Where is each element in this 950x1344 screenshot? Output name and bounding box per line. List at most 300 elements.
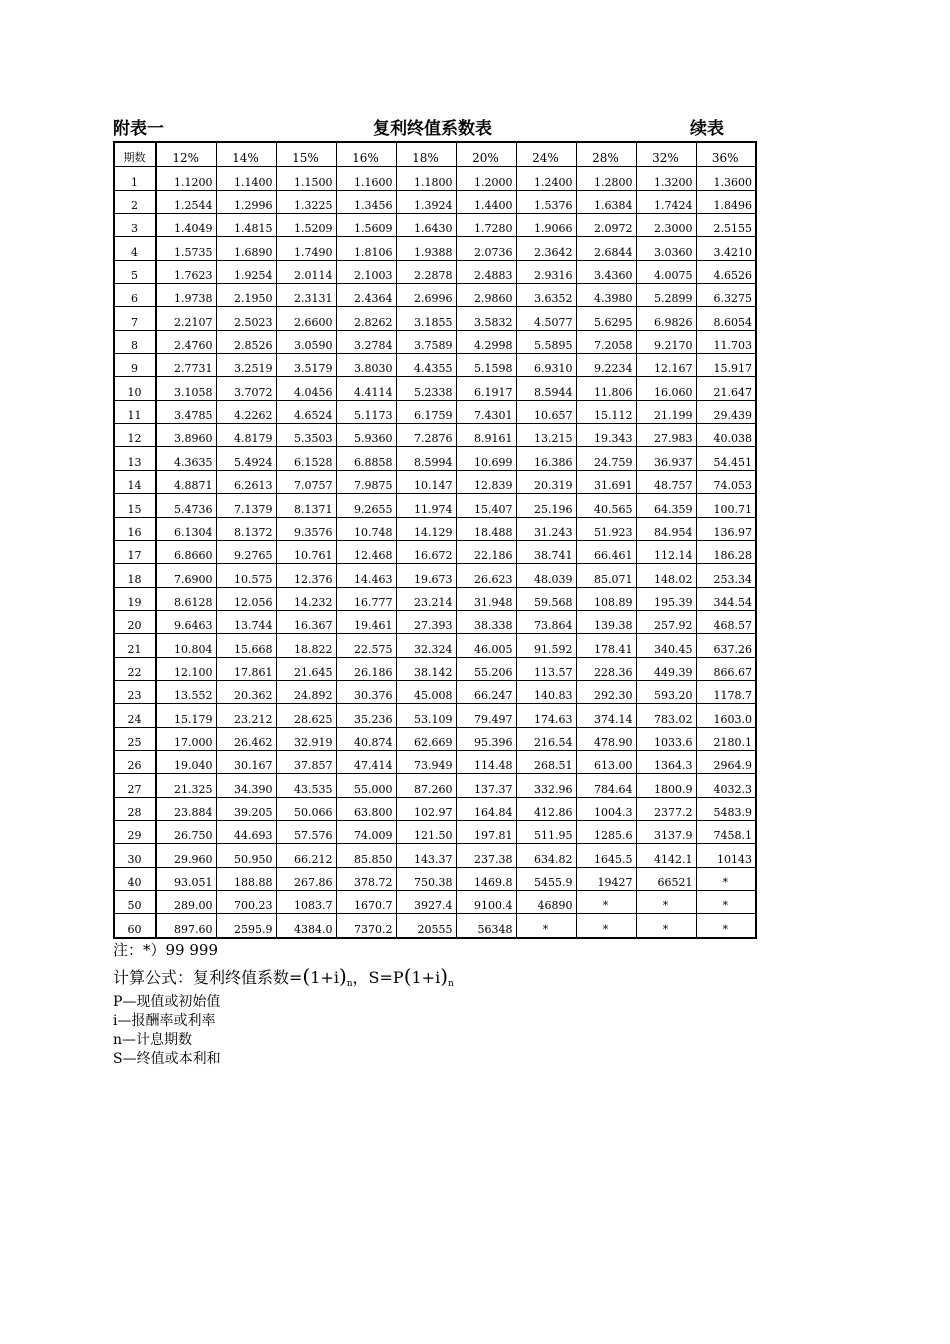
factor-cell: 9.2655 xyxy=(336,494,396,517)
period-cell: 15 xyxy=(114,494,156,517)
period-cell: 16 xyxy=(114,517,156,540)
factor-cell: 66521 xyxy=(636,867,696,890)
rate-header: 18% xyxy=(396,142,456,167)
factor-cell: 47.414 xyxy=(336,750,396,773)
rate-header: 16% xyxy=(336,142,396,167)
footnote-star: 注：*）99 999 xyxy=(113,941,218,959)
factor-cell: 289.00 xyxy=(156,891,216,914)
factor-cell: 3.7072 xyxy=(216,377,276,400)
factor-cell: * xyxy=(696,914,756,938)
paren-open: ( xyxy=(302,964,311,988)
factor-cell: 5.4736 xyxy=(156,494,216,517)
period-cell: 17 xyxy=(114,540,156,563)
factor-cell: * xyxy=(576,914,636,938)
factor-cell: 16.060 xyxy=(636,377,696,400)
factor-cell: 74.009 xyxy=(336,820,396,843)
factor-cell: 40.038 xyxy=(696,424,756,447)
factor-cell: 73.864 xyxy=(516,610,576,633)
table-row xyxy=(114,214,756,237)
table-row xyxy=(114,844,756,867)
factor-cell: 784.64 xyxy=(576,774,636,797)
factor-cell: 2.2107 xyxy=(156,307,216,330)
factor-cell: 6.2613 xyxy=(216,470,276,493)
factor-cell: 1.8106 xyxy=(336,237,396,260)
factor-cell: 2.3131 xyxy=(276,284,336,307)
factor-cell: 13.215 xyxy=(516,424,576,447)
period-cell: 28 xyxy=(114,797,156,820)
factor-cell: 2.0972 xyxy=(576,214,636,237)
period-cell: 1 xyxy=(114,167,156,190)
factor-cell: 1.3456 xyxy=(336,190,396,213)
factor-cell: 8.1371 xyxy=(276,494,336,517)
factor-cell: 3.8030 xyxy=(336,354,396,377)
factor-cell: 1670.7 xyxy=(336,891,396,914)
table-row xyxy=(114,307,756,330)
factor-cell: 1364.3 xyxy=(636,750,696,773)
factor-cell: 15.179 xyxy=(156,704,216,727)
factor-cell: 19.461 xyxy=(336,610,396,633)
factor-cell: 257.92 xyxy=(636,610,696,633)
factor-cell: 2.1003 xyxy=(336,260,396,283)
factor-cell: 35.236 xyxy=(336,704,396,727)
factor-cell: 1.1200 xyxy=(156,167,216,190)
factor-cell: 21.325 xyxy=(156,774,216,797)
table-row xyxy=(114,330,756,353)
factor-cell: 216.54 xyxy=(516,727,576,750)
factor-cell: 22.186 xyxy=(456,540,516,563)
factor-cell: 10.699 xyxy=(456,447,516,470)
factor-cell: 38.338 xyxy=(456,610,516,633)
factor-cell: 1.9388 xyxy=(396,237,456,260)
factor-cell: 10.657 xyxy=(516,400,576,423)
factor-cell: 32.919 xyxy=(276,727,336,750)
factor-cell: 17.000 xyxy=(156,727,216,750)
factor-cell: 56348 xyxy=(456,914,516,938)
factor-cell: 15.407 xyxy=(456,494,516,517)
factor-cell: 8.6128 xyxy=(156,587,216,610)
factor-cell: 34.390 xyxy=(216,774,276,797)
factor-cell: 55.206 xyxy=(456,657,516,680)
table-row xyxy=(114,540,756,563)
factor-cell: 1.3600 xyxy=(696,167,756,190)
factor-cell: 8.1372 xyxy=(216,517,276,540)
factor-cell: 108.89 xyxy=(576,587,636,610)
factor-cell: 478.90 xyxy=(576,727,636,750)
factor-cell: 8.5944 xyxy=(516,377,576,400)
factor-cell: 268.51 xyxy=(516,750,576,773)
factor-cell: 27.393 xyxy=(396,610,456,633)
table-row xyxy=(114,891,756,914)
rate-header: 36% xyxy=(696,142,756,167)
table-row xyxy=(114,797,756,820)
factor-cell: * xyxy=(696,891,756,914)
factor-cell: 750.38 xyxy=(396,867,456,890)
factor-cell: 6.1304 xyxy=(156,517,216,540)
factor-cell: 1.5209 xyxy=(276,214,336,237)
factor-cell: 12.167 xyxy=(636,354,696,377)
factor-cell: 1.6430 xyxy=(396,214,456,237)
table-row xyxy=(114,284,756,307)
factor-cell: 38.741 xyxy=(516,540,576,563)
factor-cell: 40.565 xyxy=(576,494,636,517)
factor-cell: 178.41 xyxy=(576,634,636,657)
factor-cell: 113.57 xyxy=(516,657,576,680)
factor-cell: 39.205 xyxy=(216,797,276,820)
factor-cell: 91.592 xyxy=(516,634,576,657)
factor-cell: 2.2878 xyxy=(396,260,456,283)
exponent: n xyxy=(346,979,353,989)
factor-cell: 1.6890 xyxy=(216,237,276,260)
factor-cell: 2377.2 xyxy=(636,797,696,820)
table-row xyxy=(114,470,756,493)
period-cell: 22 xyxy=(114,657,156,680)
factor-cell: 11.703 xyxy=(696,330,756,353)
factor-cell: 3.7589 xyxy=(396,330,456,353)
period-cell: 10 xyxy=(114,377,156,400)
factor-cell: 412.86 xyxy=(516,797,576,820)
factor-cell: 63.800 xyxy=(336,797,396,820)
factor-cell: 7.9875 xyxy=(336,470,396,493)
factor-cell: 44.693 xyxy=(216,820,276,843)
legend-n: n—计息期数 xyxy=(113,1032,193,1048)
factor-cell: 9.2170 xyxy=(636,330,696,353)
rate-header: 28% xyxy=(576,142,636,167)
factor-cell: 16.386 xyxy=(516,447,576,470)
factor-cell: 1.5609 xyxy=(336,214,396,237)
factor-cell: 21.645 xyxy=(276,657,336,680)
paren-close-2: ) xyxy=(440,964,449,988)
factor-cell: 14.129 xyxy=(396,517,456,540)
period-cell: 11 xyxy=(114,400,156,423)
factor-cell: 15.917 xyxy=(696,354,756,377)
factor-cell: 9100.4 xyxy=(456,891,516,914)
factor-cell: 1.2544 xyxy=(156,190,216,213)
factor-cell: 186.28 xyxy=(696,540,756,563)
factor-cell: 1.9066 xyxy=(516,214,576,237)
factor-cell: 866.67 xyxy=(696,657,756,680)
factor-cell: 593.20 xyxy=(636,680,696,703)
factor-cell: 5.9360 xyxy=(336,424,396,447)
factor-cell: 3.1058 xyxy=(156,377,216,400)
factor-cell: 2.1950 xyxy=(216,284,276,307)
factor-cell: 1.2400 xyxy=(516,167,576,190)
factor-cell: 3.1855 xyxy=(396,307,456,330)
factor-cell: 1.5735 xyxy=(156,237,216,260)
factor-cell: 228.36 xyxy=(576,657,636,680)
factor-cell: 6.1759 xyxy=(396,400,456,423)
factor-cell: 2.8526 xyxy=(216,330,276,353)
factor-cell: 3.5179 xyxy=(276,354,336,377)
factor-cell: 23.214 xyxy=(396,587,456,610)
factor-cell: 12.056 xyxy=(216,587,276,610)
factor-cell: 10.804 xyxy=(156,634,216,657)
factor-cell: 21.647 xyxy=(696,377,756,400)
factor-cell: 48.757 xyxy=(636,470,696,493)
factor-cell: 48.039 xyxy=(516,564,576,587)
factor-cell: 31.691 xyxy=(576,470,636,493)
factor-cell: 3.2519 xyxy=(216,354,276,377)
factor-cell: 5.5895 xyxy=(516,330,576,353)
factor-cell: 4.5077 xyxy=(516,307,576,330)
factor-cell: 16.777 xyxy=(336,587,396,610)
table-row xyxy=(114,190,756,213)
table-row xyxy=(114,727,756,750)
factor-cell: 21.199 xyxy=(636,400,696,423)
factor-cell: 3.4785 xyxy=(156,400,216,423)
factor-cell: 16.367 xyxy=(276,610,336,633)
factor-cell: 112.14 xyxy=(636,540,696,563)
factor-cell: 66.461 xyxy=(576,540,636,563)
period-cell: 21 xyxy=(114,634,156,657)
factor-cell: 7.0757 xyxy=(276,470,336,493)
factor-cell: 700.23 xyxy=(216,891,276,914)
factor-cell: 3.8960 xyxy=(156,424,216,447)
factor-cell: 30.167 xyxy=(216,750,276,773)
factor-cell: 1.3200 xyxy=(636,167,696,190)
factor-cell: 9.6463 xyxy=(156,610,216,633)
period-cell: 23 xyxy=(114,680,156,703)
factor-cell: 2.0736 xyxy=(456,237,516,260)
factor-cell: 27.983 xyxy=(636,424,696,447)
factor-cell: 6.9310 xyxy=(516,354,576,377)
factor-cell: 29.960 xyxy=(156,844,216,867)
rate-header: 12% xyxy=(156,142,216,167)
period-cell: 6 xyxy=(114,284,156,307)
factor-cell: 511.95 xyxy=(516,820,576,843)
legend-s: S—终值或本利和 xyxy=(113,1051,221,1067)
factor-cell: 4.6524 xyxy=(276,400,336,423)
factor-cell: 13.552 xyxy=(156,680,216,703)
rate-header: 24% xyxy=(516,142,576,167)
factor-cell: 1469.8 xyxy=(456,867,516,890)
factor-cell: 1800.9 xyxy=(636,774,696,797)
factor-cell: 1285.6 xyxy=(576,820,636,843)
factor-cell: 46890 xyxy=(516,891,576,914)
factor-cell: 3.0360 xyxy=(636,237,696,260)
factor-cell: 11.806 xyxy=(576,377,636,400)
table-row xyxy=(114,377,756,400)
factor-cell: 9.2765 xyxy=(216,540,276,563)
factor-cell: 62.669 xyxy=(396,727,456,750)
period-cell: 60 xyxy=(114,914,156,938)
factor-cell: 46.005 xyxy=(456,634,516,657)
factor-cell: 3.2784 xyxy=(336,330,396,353)
factor-cell: 5.2899 xyxy=(636,284,696,307)
paren-open-2: ( xyxy=(403,964,412,988)
table-row xyxy=(114,680,756,703)
factor-cell: 143.37 xyxy=(396,844,456,867)
factor-cell: 20.319 xyxy=(516,470,576,493)
period-cell: 26 xyxy=(114,750,156,773)
period-cell: 7 xyxy=(114,307,156,330)
factor-cell: 87.260 xyxy=(396,774,456,797)
factor-cell: * xyxy=(636,891,696,914)
factor-cell: 5.1598 xyxy=(456,354,516,377)
table-row xyxy=(114,750,756,773)
factor-cell: 2964.9 xyxy=(696,750,756,773)
table-row xyxy=(114,820,756,843)
factor-cell: 2.0114 xyxy=(276,260,336,283)
period-cell: 18 xyxy=(114,564,156,587)
paren-body: 1+i xyxy=(310,968,339,987)
factor-cell: 468.57 xyxy=(696,610,756,633)
factor-cell: 5.6295 xyxy=(576,307,636,330)
factor-cell: 64.359 xyxy=(636,494,696,517)
factor-cell: 5.3503 xyxy=(276,424,336,447)
factor-cell: 195.39 xyxy=(636,587,696,610)
factor-cell: 22.575 xyxy=(336,634,396,657)
factor-cell: 7.2876 xyxy=(396,424,456,447)
formula-mid: ，S=P xyxy=(352,968,404,987)
period-cell: 20 xyxy=(114,610,156,633)
table-row xyxy=(114,167,756,190)
factor-cell: 2.3642 xyxy=(516,237,576,260)
legend-p: P—现值或初始值 xyxy=(113,994,221,1010)
factor-cell: 374.14 xyxy=(576,704,636,727)
factor-cell: 2.6996 xyxy=(396,284,456,307)
factor-cell: 1.9254 xyxy=(216,260,276,283)
factor-cell: 449.39 xyxy=(636,657,696,680)
formula-prefix: 计算公式：复利终值系数= xyxy=(113,968,303,987)
factor-cell: 85.850 xyxy=(336,844,396,867)
factor-cell: 637.26 xyxy=(696,634,756,657)
factor-cell: 2.9316 xyxy=(516,260,576,283)
factor-cell: 4.4355 xyxy=(396,354,456,377)
factor-cell: 10143 xyxy=(696,844,756,867)
factor-cell: 1.1800 xyxy=(396,167,456,190)
factor-cell: 43.535 xyxy=(276,774,336,797)
factor-cell: 19.673 xyxy=(396,564,456,587)
factor-cell: 26.623 xyxy=(456,564,516,587)
factor-cell: 1.7623 xyxy=(156,260,216,283)
factor-cell: 897.60 xyxy=(156,914,216,938)
factor-cell: 2595.9 xyxy=(216,914,276,938)
factor-cell: 1083.7 xyxy=(276,891,336,914)
factor-cell: 6.8858 xyxy=(336,447,396,470)
factor-cell: 6.1917 xyxy=(456,377,516,400)
factor-cell: 66.247 xyxy=(456,680,516,703)
factor-cell: 9.3576 xyxy=(276,517,336,540)
factor-cell: 3.4360 xyxy=(576,260,636,283)
factor-cell: 5455.9 xyxy=(516,867,576,890)
period-cell: 4 xyxy=(114,237,156,260)
factor-cell: 20555 xyxy=(396,914,456,938)
factor-cell: 84.954 xyxy=(636,517,696,540)
factor-cell: * xyxy=(636,914,696,938)
factor-cell: 1.6384 xyxy=(576,190,636,213)
table-row xyxy=(114,237,756,260)
factor-cell: 85.071 xyxy=(576,564,636,587)
table-row xyxy=(114,867,756,890)
table-row xyxy=(114,634,756,657)
factor-cell: 7.1379 xyxy=(216,494,276,517)
factor-cell: 8.6054 xyxy=(696,307,756,330)
factor-cell: 3927.4 xyxy=(396,891,456,914)
factor-cell: 1.7490 xyxy=(276,237,336,260)
factor-cell: 8.5994 xyxy=(396,447,456,470)
factor-cell: 1.2800 xyxy=(576,167,636,190)
factor-cell: 45.008 xyxy=(396,680,456,703)
factor-cell: 1004.3 xyxy=(576,797,636,820)
future-value-factor-table xyxy=(113,141,757,939)
factor-cell: 26.186 xyxy=(336,657,396,680)
factor-cell: 31.243 xyxy=(516,517,576,540)
factor-cell: 1.5376 xyxy=(516,190,576,213)
factor-cell: 1.3225 xyxy=(276,190,336,213)
factor-cell: 12.100 xyxy=(156,657,216,680)
factor-cell: 2.8262 xyxy=(336,307,396,330)
factor-cell: 5.2338 xyxy=(396,377,456,400)
table-row xyxy=(114,494,756,517)
period-cell: 19 xyxy=(114,587,156,610)
factor-cell: 53.109 xyxy=(396,704,456,727)
period-cell: 40 xyxy=(114,867,156,890)
rate-header: 32% xyxy=(636,142,696,167)
factor-cell: 8.9161 xyxy=(456,424,516,447)
table-row xyxy=(114,774,756,797)
factor-cell: 51.923 xyxy=(576,517,636,540)
table-row xyxy=(114,610,756,633)
factor-cell: 16.672 xyxy=(396,540,456,563)
factor-cell: 2.4364 xyxy=(336,284,396,307)
table-row xyxy=(114,704,756,727)
period-cell: 2 xyxy=(114,190,156,213)
factor-cell: 4.2262 xyxy=(216,400,276,423)
table-row xyxy=(114,260,756,283)
factor-cell: * xyxy=(576,891,636,914)
factor-cell: 7.6900 xyxy=(156,564,216,587)
table-row xyxy=(114,447,756,470)
factor-cell: 783.02 xyxy=(636,704,696,727)
period-header: 期数 xyxy=(114,142,156,167)
period-cell: 29 xyxy=(114,820,156,843)
factor-cell: 13.744 xyxy=(216,610,276,633)
factor-cell: 2.7731 xyxy=(156,354,216,377)
factor-cell: 188.88 xyxy=(216,867,276,890)
factor-cell: 1.4815 xyxy=(216,214,276,237)
factor-cell: 23.212 xyxy=(216,704,276,727)
factor-cell: 20.362 xyxy=(216,680,276,703)
period-cell: 8 xyxy=(114,330,156,353)
factor-cell: 93.051 xyxy=(156,867,216,890)
rate-header: 20% xyxy=(456,142,516,167)
factor-cell: 2.9860 xyxy=(456,284,516,307)
factor-cell: 3.4210 xyxy=(696,237,756,260)
factor-cell: 1.1400 xyxy=(216,167,276,190)
factor-cell: 57.576 xyxy=(276,820,336,843)
factor-cell: 4.8179 xyxy=(216,424,276,447)
factor-cell: 137.37 xyxy=(456,774,516,797)
paren-body-2: 1+i xyxy=(411,968,441,987)
factor-cell: 148.02 xyxy=(636,564,696,587)
header-row xyxy=(114,142,756,167)
factor-cell: 10.575 xyxy=(216,564,276,587)
period-cell: 50 xyxy=(114,891,156,914)
factor-cell: 4.0456 xyxy=(276,377,336,400)
factor-cell: 4.4114 xyxy=(336,377,396,400)
factor-cell: 12.376 xyxy=(276,564,336,587)
factor-cell: 253.34 xyxy=(696,564,756,587)
factor-cell: 10.761 xyxy=(276,540,336,563)
period-cell: 13 xyxy=(114,447,156,470)
factor-cell: 10.748 xyxy=(336,517,396,540)
factor-cell: 613.00 xyxy=(576,750,636,773)
factor-cell: 1.1500 xyxy=(276,167,336,190)
factor-cell: 24.892 xyxy=(276,680,336,703)
factor-cell: 37.857 xyxy=(276,750,336,773)
table-row xyxy=(114,400,756,423)
factor-cell: 9.2234 xyxy=(576,354,636,377)
